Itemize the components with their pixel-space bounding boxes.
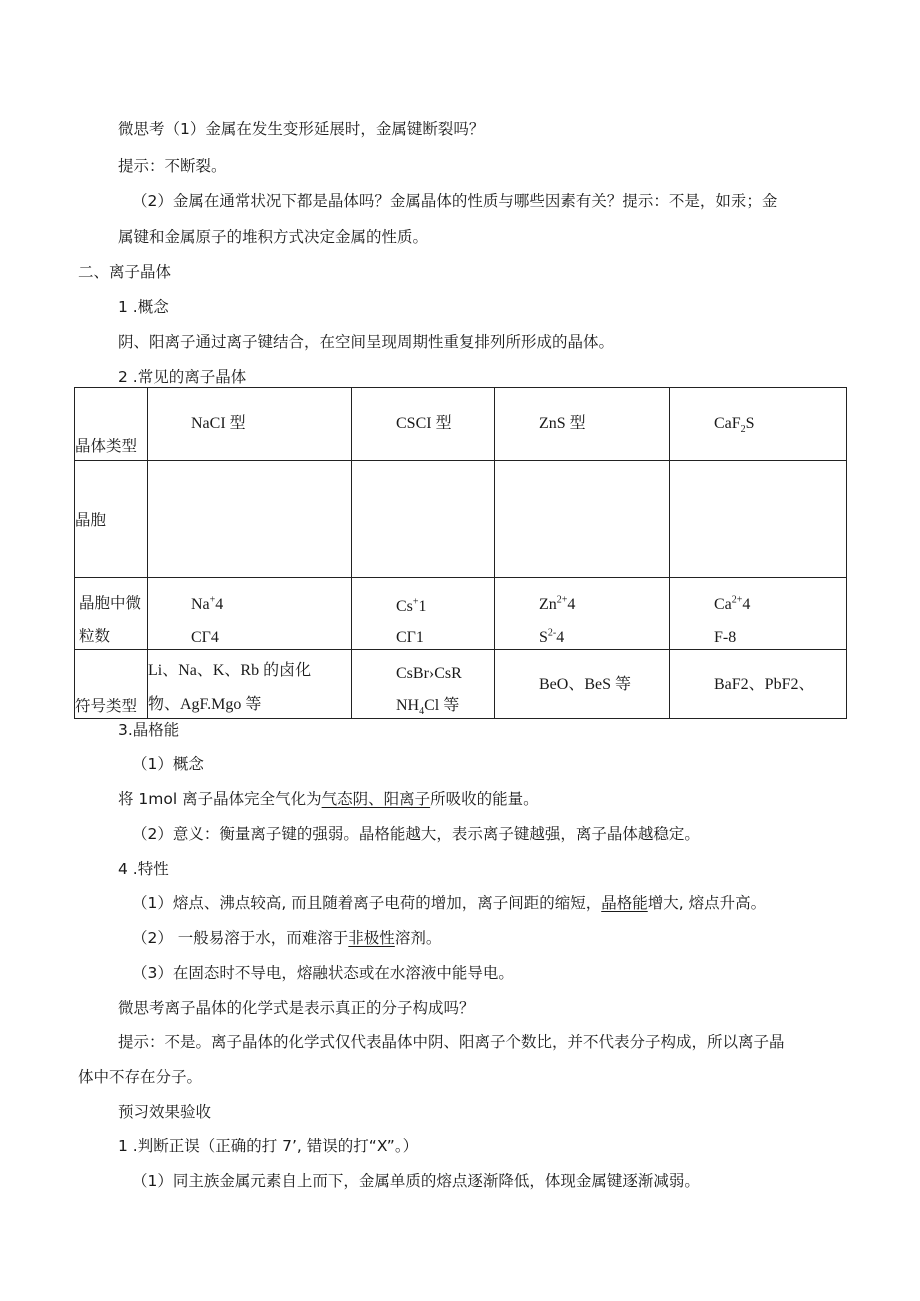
row-header-count-a: 晶胞中微	[79, 594, 142, 612]
table-cell	[495, 650, 670, 719]
row-header-count-b: 粒数	[79, 627, 111, 645]
count-nacl-anion: CΓ4	[191, 629, 219, 646]
type-zns: ZnS 型	[539, 415, 586, 432]
think-answer-line1: 提示：不是。离子晶体的化学式仅代表晶体中阴、阳离子个数比，并不代表分子构成，所以离子晶	[118, 1033, 785, 1051]
judge-question: 1 .判断正误（正确的打 7’, 错误的打“X”。）	[118, 1137, 419, 1155]
count-caf2-cation-num: 4	[742, 596, 751, 613]
count-zns-cation	[539, 595, 575, 615]
count-nacl-cation-charge: +	[209, 594, 216, 606]
properties-heading: 4 .特性	[118, 860, 169, 878]
section-heading-ionic-crystal: 二、离子晶体	[78, 263, 172, 281]
count-zns-cation-num: 4	[567, 596, 576, 613]
symbol-cscl-nh-sub: 4	[419, 706, 425, 718]
count-zns-cation-base: Zn	[539, 596, 557, 613]
concept-body: 阴、阳离子通过离子键结合，在空间呈现周期性重复排列所形成的晶体。	[118, 333, 615, 351]
ionic-crystal-table	[74, 387, 847, 719]
lattice-energy-heading: 3.晶格能	[118, 721, 180, 739]
lattice-definition	[118, 788, 539, 810]
type-cscl: CSCI 型	[396, 415, 452, 432]
think-question-1: 微思考（1）金属在发生变形延展时，金属键断裂吗？	[118, 120, 485, 138]
table-cell	[148, 650, 352, 719]
type-caf2-tail: S	[745, 415, 755, 432]
table-cell	[352, 388, 495, 461]
lattice-meaning: （2）意义：衡量离子键的强弱。晶格能越大，表示离子键越强，离子晶体越稳定。	[132, 825, 700, 843]
preview-heading: 预习效果验收	[118, 1103, 212, 1121]
table-row	[75, 650, 847, 719]
count-caf2-cation-charge: 2+	[731, 594, 743, 606]
table-cell	[75, 461, 148, 578]
row-header-symbol: 符号类型	[75, 697, 138, 715]
table-row	[75, 388, 847, 461]
table-cell	[75, 388, 148, 461]
count-zns-cation-charge: 2+	[556, 594, 568, 606]
count-nacl-cation-num: 4	[215, 596, 224, 613]
table-cell	[148, 578, 352, 650]
symbol-nacl-line2: 物、AgF.Mgo 等	[148, 696, 262, 713]
type-caf2-main: CaF	[714, 415, 741, 432]
think-question-2: （2）金属在通常状况下都是晶体吗？金属晶体的性质与哪些因素有关？提示：不是，如汞；金	[132, 192, 778, 210]
concept-heading: 1 .概念	[118, 298, 169, 316]
symbol-nacl-line1: Li、Na、K、Rb 的卤化	[148, 662, 312, 679]
table-cell	[495, 388, 670, 461]
count-cscl-cation-num: 1	[418, 598, 427, 615]
lattice-definition-a: 将 1mol 离子晶体完全气化为	[118, 790, 322, 808]
think-question-ionic: 微思考离子晶体的化学式是表示真正的分子构成吗？	[118, 999, 475, 1017]
property-2-a: （2） 一般易溶于水，而难溶于	[132, 929, 349, 947]
type-caf2	[714, 414, 755, 434]
common-crystals-heading: 2 .常见的离子晶体	[118, 368, 247, 386]
unit-cell-image-nacl	[148, 461, 352, 578]
judge-item-1: （1）同主族金属元素自上而下，金属单质的熔点逐渐降低，体现金属键逐渐减弱。	[132, 1172, 700, 1190]
property-1-a: （1）熔点、沸点较高, 而且随着离子电荷的增加，离子间距的缩短，	[132, 894, 602, 912]
table-cell	[148, 388, 352, 461]
type-caf2-sub: 2	[740, 424, 746, 436]
table-cell	[495, 578, 670, 650]
row-header-cell: 晶胞	[75, 511, 107, 529]
count-caf2-cation	[714, 595, 750, 615]
unit-cell-image-zns	[495, 461, 670, 578]
table-row	[75, 461, 847, 578]
think-answer-line2: 体中不存在分子。	[78, 1068, 203, 1086]
think-question-2-cont: 属键和金属原子的堆积方式决定金属的性质。	[118, 228, 429, 246]
lattice-definition-underlined: 气态阴、阳离子	[321, 790, 431, 808]
symbol-cscl-nh-base: NH	[396, 697, 420, 714]
property-3: （3）在固态时不导电，熔融状态或在水溶液中能导电。	[132, 964, 514, 982]
symbol-cscl-line1: CsBr›CsR	[396, 665, 462, 682]
row-header-type: 晶体类型	[75, 437, 138, 455]
symbol-zns: BeO、BeS 等	[539, 676, 632, 693]
type-nacl: NaCI 型	[191, 415, 246, 432]
lattice-definition-b: 所吸收的能量。	[430, 790, 539, 808]
property-1-b: 增大, 熔点升高。	[647, 894, 767, 912]
table-cell	[670, 650, 847, 719]
table-cell	[352, 650, 495, 719]
property-2-b: 溶剂。	[394, 929, 442, 947]
symbol-caf2: BaF2、PbF2、	[714, 676, 815, 693]
property-2	[132, 927, 441, 949]
lattice-concept-heading: （1）概念	[132, 755, 204, 773]
count-caf2-anion: F-8	[714, 629, 737, 646]
property-1-underlined: 晶格能	[601, 894, 648, 912]
count-caf2-cation-base: Ca	[714, 596, 732, 613]
count-cscl-anion: CΓ1	[396, 629, 424, 646]
count-zns-anion-num: 4	[556, 629, 565, 646]
table-cell	[352, 578, 495, 650]
symbol-cscl-line2	[396, 696, 459, 716]
table-cell	[670, 388, 847, 461]
property-2-underlined: 非极性	[348, 929, 395, 947]
table-cell	[670, 578, 847, 650]
table-row	[75, 578, 847, 650]
count-cscl-cation	[396, 597, 427, 617]
symbol-cscl-nh-tail: Cl 等	[424, 697, 460, 714]
count-zns-anion-charge: 2-	[547, 627, 557, 639]
count-cscl-cation-charge: +	[412, 596, 419, 608]
think-hint-1: 提示：不断裂。	[118, 157, 227, 175]
table-cell	[75, 578, 148, 650]
count-zns-anion	[539, 628, 564, 648]
count-zns-anion-base: S	[539, 629, 548, 646]
count-cscl-cation-base: Cs	[396, 598, 413, 615]
unit-cell-image-caf2	[670, 461, 847, 578]
table-cell	[75, 650, 148, 719]
unit-cell-image-cscl	[352, 461, 495, 578]
count-nacl-cation-base: Na	[191, 596, 210, 613]
property-1	[132, 892, 766, 914]
count-nacl-cation	[191, 595, 223, 615]
